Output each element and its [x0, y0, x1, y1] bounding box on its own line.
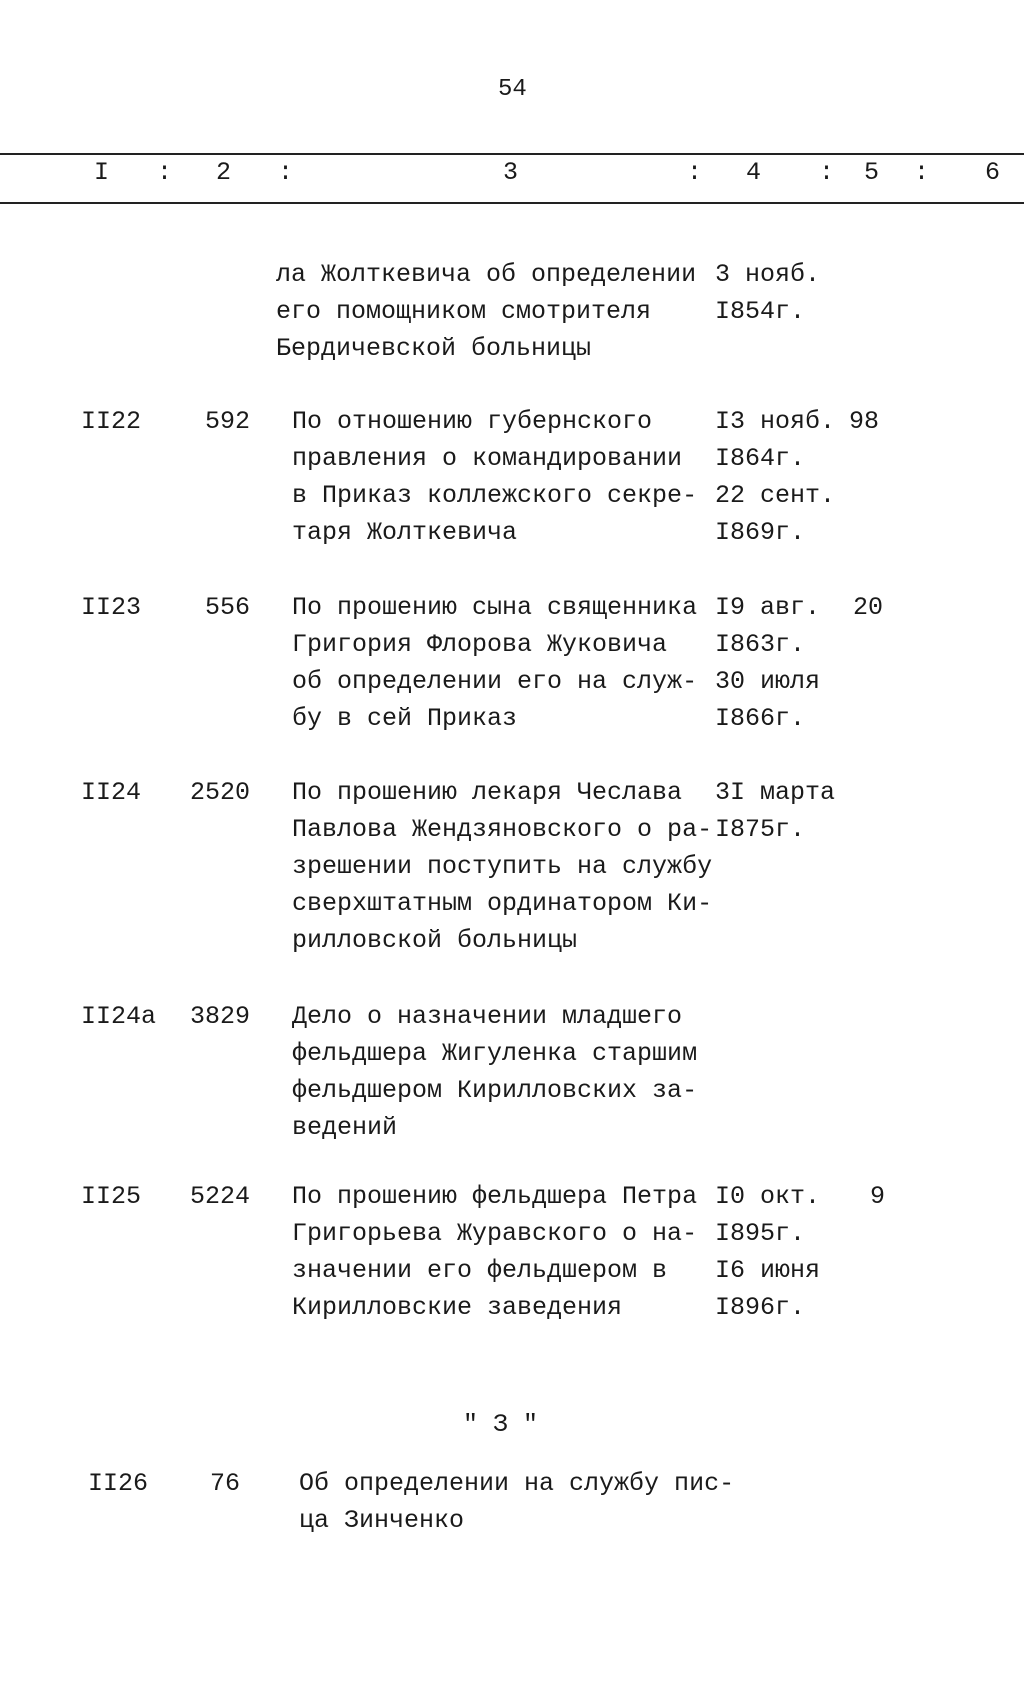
column-separator: : — [819, 158, 835, 187]
entry-number: II23 — [81, 593, 142, 622]
case-number: 5224 — [189, 1182, 250, 1211]
entry-number: II22 — [81, 407, 142, 436]
column-header-3: 3 — [503, 158, 519, 187]
column-separator: : — [157, 158, 173, 187]
section-heading: " З " — [463, 1410, 539, 1439]
dates: I0 окт. I895г. I6 июня I896г. — [715, 1182, 821, 1322]
description: По прошению фельдшера Петра Григорьева Журавского о на- значении его фельдшером в Кирилловские заведения — [292, 1182, 698, 1322]
description: ла Жолткевича об определении его помощником смотрителя Бердичевской больницы — [276, 260, 697, 363]
sheet-count: 20 — [853, 593, 884, 622]
case-number: 76 — [209, 1469, 240, 1498]
column-separator: : — [687, 158, 703, 187]
entry-number: II25 — [81, 1182, 142, 1211]
sheet-count: 98 — [849, 407, 880, 436]
description: По прошению сына священника Григория Флорова Жуковича об определении его на служ- бу в сей Приказ — [292, 593, 698, 733]
entry-number: II24 — [81, 778, 142, 807]
column-separator: : — [278, 158, 294, 187]
column-header-1: I — [94, 158, 110, 187]
entry-number: II24а — [81, 1002, 157, 1031]
dates: I9 авг. I863г. 30 июля I866г. — [715, 593, 821, 733]
dates: 3I марта I875г. — [715, 778, 836, 844]
column-header-6: 6 — [985, 158, 1001, 187]
column-separator: : — [914, 158, 930, 187]
description: По отношению губернского правления о командировании в Приказ коллежского секре- таря Жолткевича — [292, 407, 698, 547]
case-number: 2520 — [189, 778, 250, 807]
case-number: 592 — [204, 407, 250, 436]
sheet-count: 9 — [870, 1182, 886, 1211]
case-number: 556 — [204, 593, 250, 622]
column-header-5: 5 — [864, 158, 880, 187]
header-top-rule — [0, 153, 1024, 155]
description: По прошению лекаря Чеслава Павлова Жендзяновского о ра- зрешении поступить на службу сверхштатным ординатором Ки- рилловской больницы — [292, 778, 713, 955]
dates: I3 нояб. I864г. 22 сент. I869г. — [715, 407, 836, 547]
dates: 3 нояб. I854г. — [715, 260, 821, 326]
entry-number: II26 — [88, 1469, 149, 1498]
case-number: 3829 — [189, 1002, 250, 1031]
column-header-2: 2 — [216, 158, 232, 187]
header-bottom-rule — [0, 202, 1024, 204]
column-header-4: 4 — [746, 158, 762, 187]
description: Об определении на службу пис- ца Зинченко — [299, 1469, 735, 1535]
description: Дело о назначении младшего фельдшера Жигуленка старшим фельдшером Кирилловских за- ведений — [292, 1002, 698, 1142]
page-number: 54 — [498, 76, 527, 103]
